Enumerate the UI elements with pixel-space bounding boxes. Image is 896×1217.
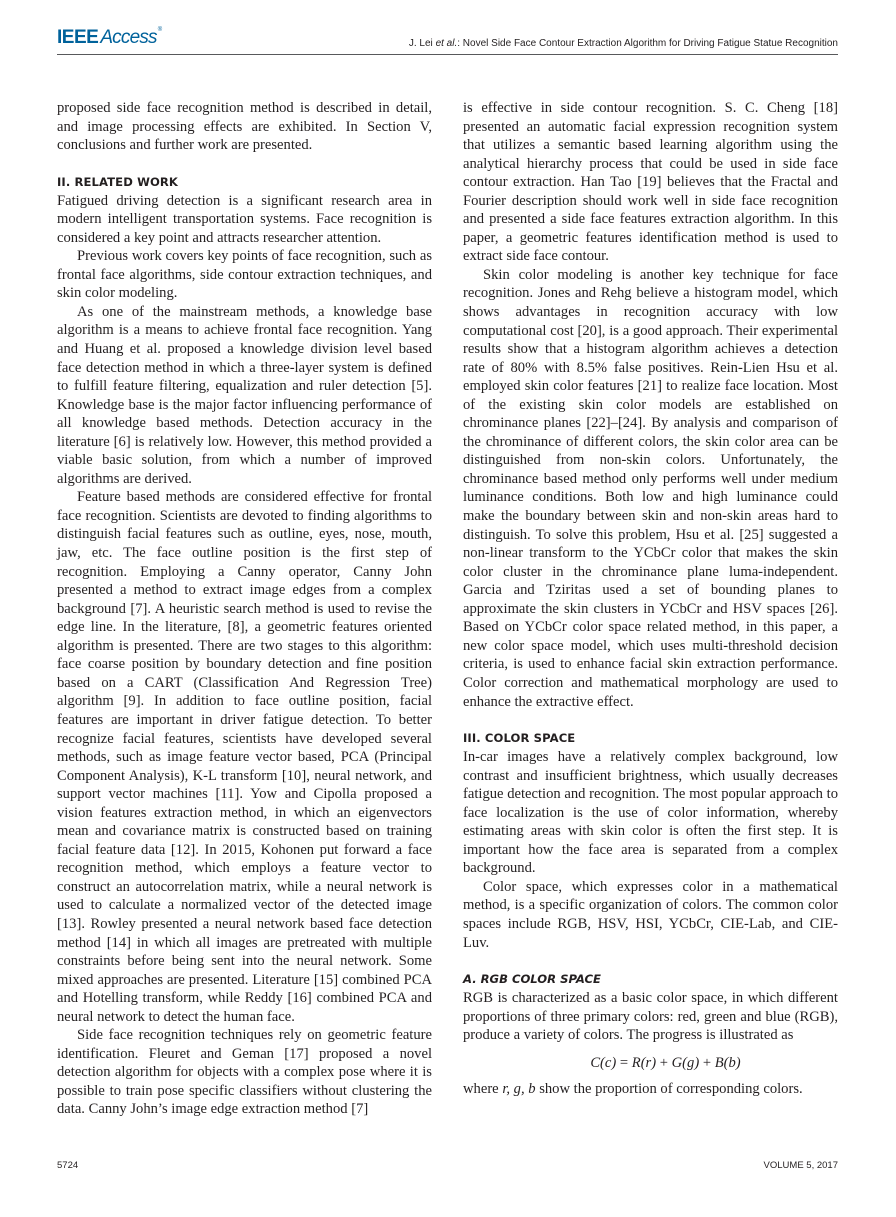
related-work-paragraph: As one of the mainstream methods, a knowledge base algorithm is a means to achieve frontal face recognition. Yang and Huang et al. proposed a knowledge division level based face detection method in which a three-layer system is defined to fulfill feature filtering, equalization and ruler detection [5]. Knowledge base is the major factor influencing performance of all knowledge based methods. Detection accuracy in the literature [6] is relatively low. However, this method provided a viable basic solution, from which a number of improved algorithms are derived. bbox=[57, 303, 432, 487]
right-column bbox=[463, 99, 838, 1099]
equation-term-g: G(g) bbox=[671, 1054, 700, 1071]
skin-color-paragraph: Skin color modeling is another key technique for face recognition. Jones and Rehg believe a histogram model, which shows advantages in recognition accuracy with low computational cost [20], is a good approach. Their experimental results show that a histogram algorithm achieves a detection rate of 80% with 8.5% false positives. Rein-Lien Hsu et al. employed skin color features [21] to realize face location. Most of the existing skin color models are established on chrominance planes [22]–[24]. By analysis and comparison of the chrominance of different colors, the skin color area can be distinguished from non-skin colors. Unfortunately, the chrominance based method only performs well under medium luminance conditions. Both low and high luminance could make the boundary between skin and non-skin areas hard to distinguish. To solve this problem, Hsu et al. [25] suggested a non-linear transform to the YCbCr color that makes the skin color cluster in the chrominance plane luma-independent. Garcia and Tziritas used a set of bounding planes to approximate the skin clusters in YCbCr and HSV spaces [26]. Based on YCbCr color space related method, in this paper, a new color space model, which uses multi-threshold decision criteria, is used to enhance facial skin extraction performance. Color correction and mathematical morphology are used to enhance the extractive effect. bbox=[463, 266, 838, 710]
color-space-paragraph: In-car images have a relatively complex background, low contrast and insufficient brightness, which usually decreases fatigue detection and recognition. The most popular approach to face localization is the use of color information, whereby estimating areas with skin color is often the first step. It is important how the face area is separated from a complex background. bbox=[463, 749, 838, 877]
logo-ieee: IEEE bbox=[57, 27, 99, 48]
page-header bbox=[57, 26, 838, 50]
logo-mark: ® bbox=[157, 27, 162, 33]
section-heading-color-space: III. COLOR SPACE bbox=[463, 731, 576, 746]
volume-info: VOLUME 5, 2017 bbox=[763, 1160, 838, 1171]
equation-lhs: C(c) bbox=[590, 1054, 617, 1071]
running-head-etal: et al. bbox=[435, 38, 458, 49]
related-work-paragraph: Previous work covers key points of face recognition, such as frontal face algorithms, side contour extraction techniques, and skin color modeling. bbox=[57, 248, 432, 302]
equation-plus: + bbox=[656, 1054, 672, 1071]
logo-access: Access bbox=[100, 27, 157, 48]
equation-equals: = bbox=[616, 1054, 632, 1071]
intro-continuation-paragraph: proposed side face recognition method is described in detail, and image processing effects are exhibited. In Section V, conclusions and further work are presented. bbox=[57, 100, 432, 154]
rgb-equation bbox=[463, 1054, 838, 1073]
section-heading-related-work: II. RELATED WORK bbox=[57, 174, 179, 189]
related-work-paragraph: Side face recognition techniques rely on geometric feature identification. Fleuret and Geman [17] proposed a novel detection algorithm for objects with a complex pose where it is possible to train pose specific classifiers without clustering the data. Canny John’s image edge extraction method [7] bbox=[57, 1027, 432, 1118]
explanation-suffix: show the proportion of corresponding colors. bbox=[535, 1081, 803, 1098]
related-work-paragraph: Feature based methods are considered effective for frontal face recognition. Scientists are devoted to finding algorithms to distinguish facial features such as outline, eyes, nose, mouth, jaw, etc. The face outline position is the first step of recognition. Employing a Canny operator, Canny John presented a method to extract image edges from a complex background [7]. A heuristic search method is used to revise the edge line. In the literature, [8], a geometric features oriented algorithm is presented. There are two stages to this algorithm: face coarse position by boundary detection and fine position based on a CART (Classification And Regression Tree) algorithm [9]. In addition to face outline position, facial features are important in driver fatigue detection. To better recognize facial features, scientists have developed several methods, such as image feature vector based, PCA (Principal Component Analysis), K-L transform [10], neural network, and support vector machines [11]. Yow and Cipolla proposed a vision features extraction method, in which an eigenvectors mean and covariance matrix is constructed based on training facial feature data [12]. In 2015, Kohonen put forward a face recognition method, which employs a feature vector to construct an autocorrelation matrix, while a neural network is used to calculate a normalized vector of the detected image [13]. Rowley presented a neural network based face detection method [14] in which all images are pretreated with multiple constraints before being sent into the neural network. Some mixed approaches are presented. Literature [15] combined PCA and Hotelling transform, while Reddy [16] combined PCA and neural network to detect the human face. bbox=[57, 489, 432, 1025]
running-head-authors: J. Lei bbox=[408, 38, 436, 49]
explanation-variables: r, g, b bbox=[502, 1081, 536, 1098]
explanation-prefix: where bbox=[463, 1081, 503, 1098]
related-work-continuation-paragraph: is effective in side contour recognition. S. C. Cheng [18] presented an automatic facial expression recognition system that utilizes a semantic based learning algorithm using the analytical hierarchy process that could be used in side face contour extraction. Han Tao [19] believes that the Fractal and Fourier description should work well in side face recognition and presented a side face features extraction algorithm. In this paper, a geometric features identification method is used to extract side face contour. bbox=[463, 100, 838, 265]
running-head-title: : Novel Side Face Contour Extraction Algorithm for Driving Fatigue Statue Recognition bbox=[457, 38, 838, 49]
header-rule bbox=[57, 54, 838, 55]
equation-explanation bbox=[463, 1080, 838, 1099]
subsection-heading-rgb: A. RGB COLOR SPACE bbox=[463, 972, 601, 987]
equation-term-r: R(r) bbox=[631, 1054, 657, 1071]
page-number: 5724 bbox=[57, 1160, 79, 1171]
related-work-paragraph: Fatigued driving detection is a significant research area in modern intelligent transportation systems. Face recognition is considered a key point and attracts researcher attention. bbox=[57, 192, 432, 246]
rgb-paragraph: RGB is characterized as a basic color space, in which different proportions of three primary colors: red, green and blue (RGB), produce a variety of colors. The progress is illustrated as bbox=[463, 990, 838, 1044]
equation-plus: + bbox=[699, 1054, 715, 1071]
running-head bbox=[409, 38, 838, 49]
equation-term-b: B(b) bbox=[714, 1054, 741, 1071]
left-column bbox=[57, 99, 432, 1119]
color-space-paragraph: Color space, which expresses color in a mathematical method, is a specific organization of colors. The common color spaces include RGB, HSV, HSI, YCbCr, CIE-Lab, and CIE-Luv. bbox=[463, 878, 838, 951]
journal-logo bbox=[57, 27, 162, 49]
